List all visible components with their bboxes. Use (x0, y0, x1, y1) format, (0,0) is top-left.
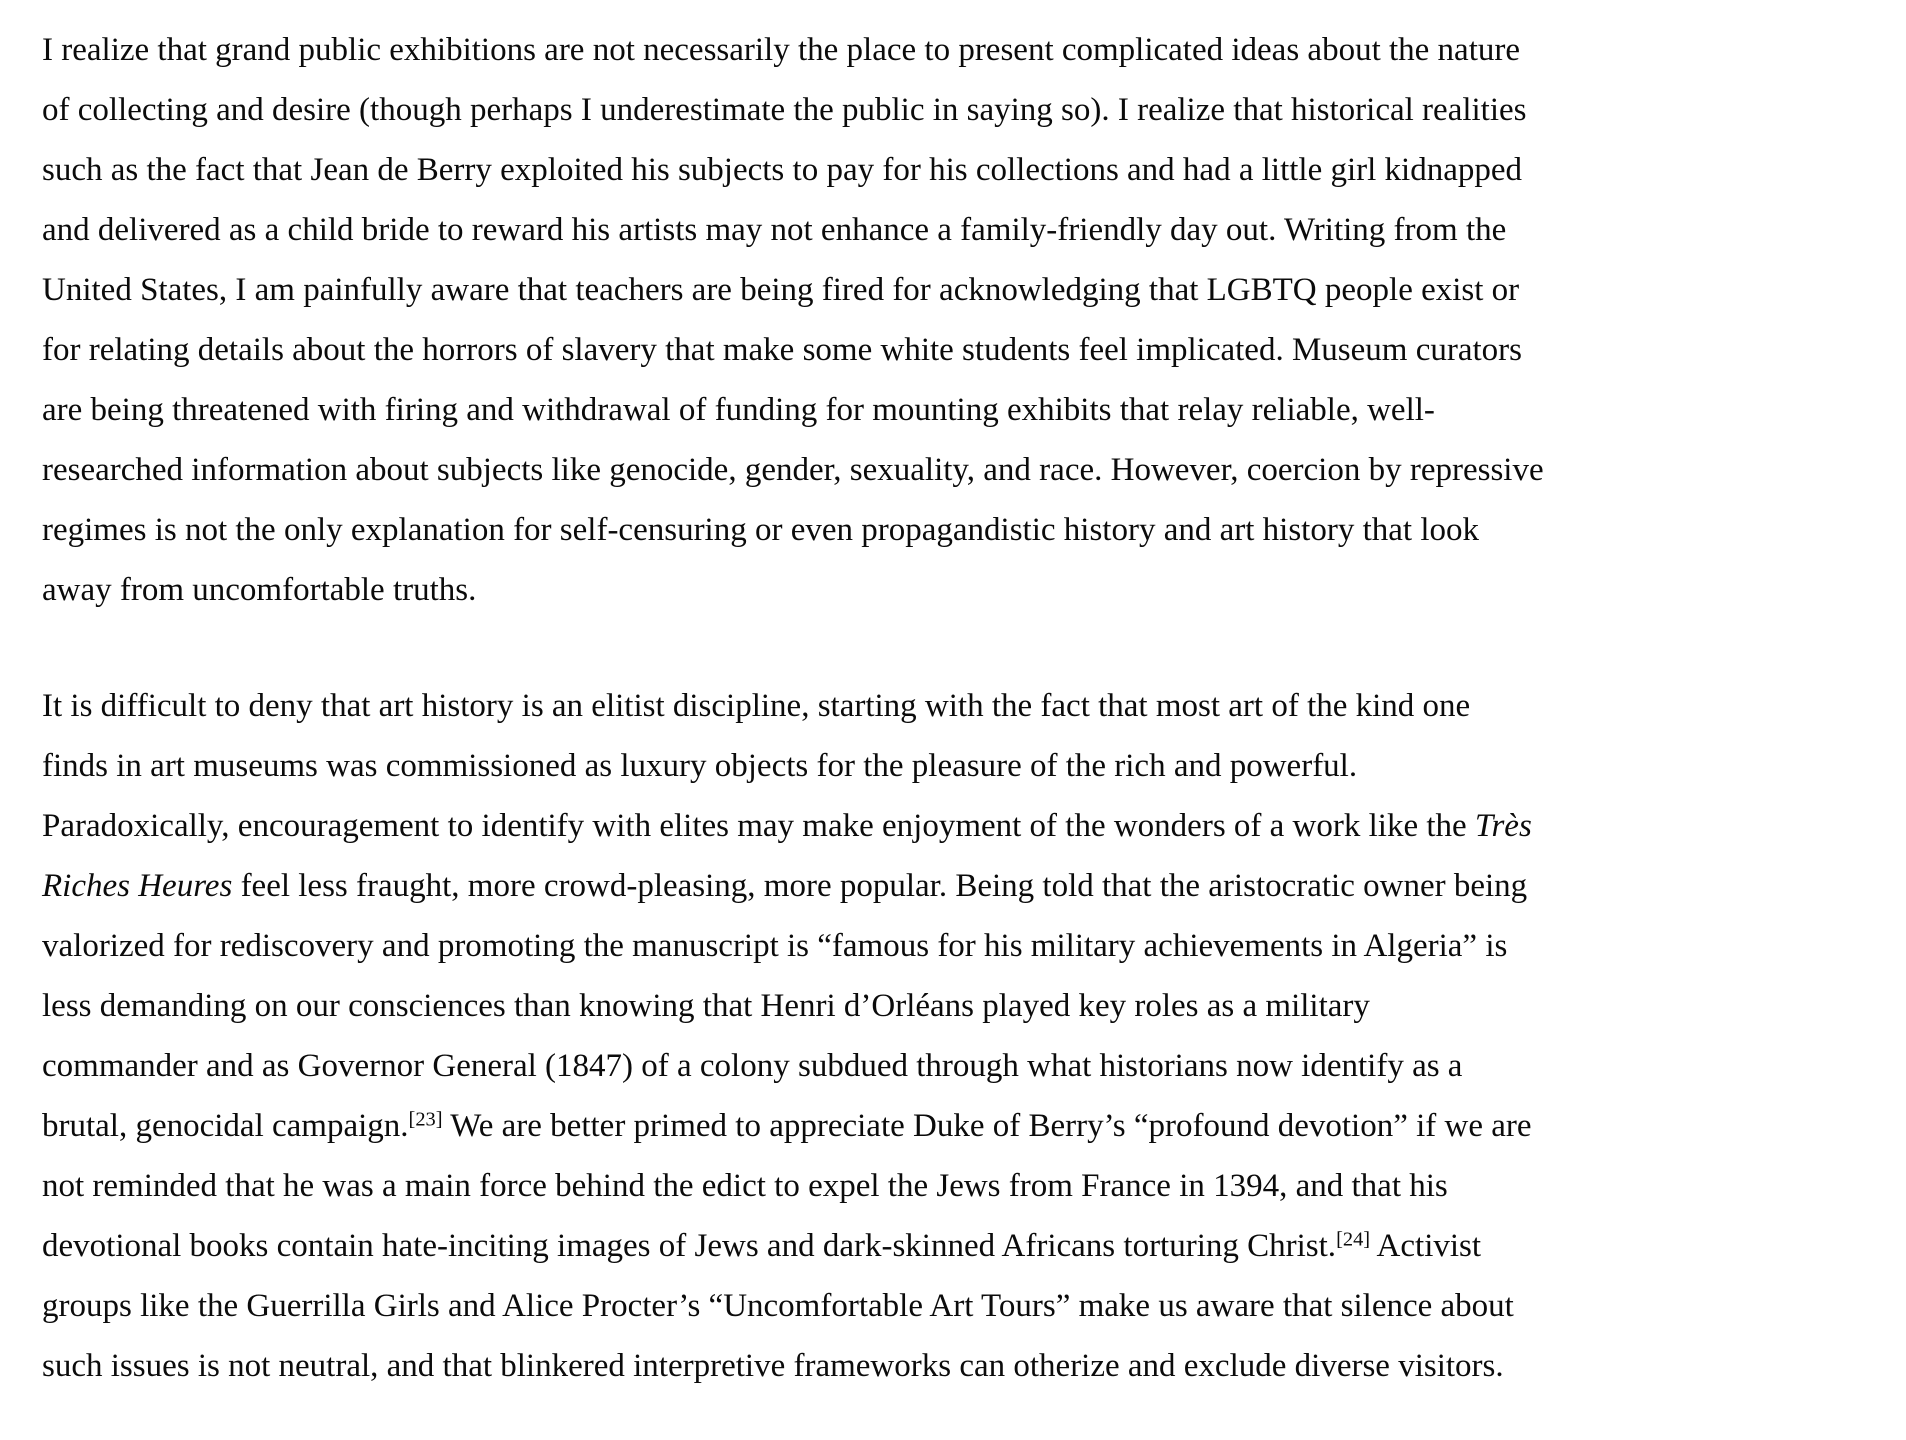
text-run: researched information about subjects like genocide, gender, sexuality, and race. However, coercion by repressive (42, 452, 1544, 488)
text-run: such issues is not neutral, and that blinkered interpretive frameworks can otherize and exclude diverse visitors. (42, 1348, 1504, 1384)
text-run: and delivered as a child bride to reward his artists may not enhance a family-friendly day out. Writing from the (42, 212, 1507, 248)
text-run: feel less fraught, more crowd-pleasing, more popular. Being told that the aristocratic owner being (232, 868, 1528, 904)
work-title-italic: Riches Heures (42, 868, 233, 904)
paragraph (42, 676, 1872, 1396)
text-run: not reminded that he was a main force behind the edict to expel the Jews from France in 1394, and that his (42, 1168, 1448, 1204)
text-run: of collecting and desire (though perhaps I underestimate the public in saying so). I realize that historical realities (42, 92, 1527, 128)
text-run: for relating details about the horrors of slavery that make some white students feel implicated. Museum curators (42, 332, 1522, 368)
text-line (42, 140, 1872, 200)
text-run: regimes is not the only explanation for self-censuring or even propagandistic history and art history that look (42, 512, 1479, 548)
text-line (42, 1096, 1872, 1156)
text-run: away from uncomfortable truths. (42, 572, 477, 608)
text-line (42, 80, 1872, 140)
text-run: less demanding on our consciences than knowing that Henri d’Orléans played key roles as a military (42, 988, 1370, 1024)
text-run: devotional books contain hate-inciting images of Jews and dark-skinned Africans torturing Christ. (42, 1228, 1337, 1264)
text-run: valorized for rediscovery and promoting the manuscript is “famous for his military achievements in Algeria” is (42, 928, 1508, 964)
text-run: finds in art museums was commissioned as luxury objects for the pleasure of the rich and powerful. (42, 748, 1358, 784)
text-line (42, 440, 1872, 500)
text-run: are being threatened with firing and withdrawal of funding for mounting exhibits that relay reliable, well- (42, 392, 1435, 428)
work-title-italic: Très (1474, 808, 1532, 844)
paragraph (42, 20, 1872, 620)
text-line (42, 260, 1872, 320)
text-run: such as the fact that Jean de Berry exploited his subjects to pay for his collections and had a little girl kidnapped (42, 152, 1523, 188)
text-run: United States, I am painfully aware that teachers are being fired for acknowledging that LGBTQ people exist or (42, 272, 1520, 308)
text-line (42, 736, 1872, 796)
text-run: Paradoxically, encouragement to identify with elites may make enjoyment of the wonders of a work like the (42, 808, 1475, 844)
text-run: We are better primed to appreciate Duke of Berry’s “profound devotion” if we are (442, 1108, 1532, 1144)
text-run: It is difficult to deny that art history is an elitist discipline, starting with the fact that most art of the kind one (42, 688, 1471, 724)
text-line (42, 20, 1872, 80)
text-line (42, 916, 1872, 976)
text-line (42, 1336, 1872, 1396)
text-run: Activist (1370, 1228, 1482, 1264)
text-line (42, 560, 1872, 620)
text-line (42, 1276, 1872, 1336)
text-line (42, 976, 1872, 1036)
footnote-ref[interactable]: [23] (408, 1108, 443, 1131)
text-run: brutal, genocidal campaign. (42, 1108, 409, 1144)
text-run: groups like the Guerrilla Girls and Alice Procter’s “Uncomfortable Art Tours” make us aware that silence about (42, 1288, 1514, 1324)
text-line (42, 1216, 1872, 1276)
footnote-ref[interactable]: [24] (1336, 1228, 1371, 1251)
text-line (42, 200, 1872, 260)
text-run: I realize that grand public exhibitions are not necessarily the place to present complicated ideas about the nature (42, 32, 1521, 68)
text-line (42, 796, 1872, 856)
text-line (42, 856, 1872, 916)
text-line (42, 380, 1872, 440)
text-line (42, 1036, 1872, 1096)
text-line (42, 500, 1872, 560)
text-run: commander and as Governor General (1847) of a colony subdued through what historians now identify as a (42, 1048, 1463, 1084)
text-line (42, 1156, 1872, 1216)
text-line (42, 320, 1872, 380)
text-line (42, 676, 1872, 736)
